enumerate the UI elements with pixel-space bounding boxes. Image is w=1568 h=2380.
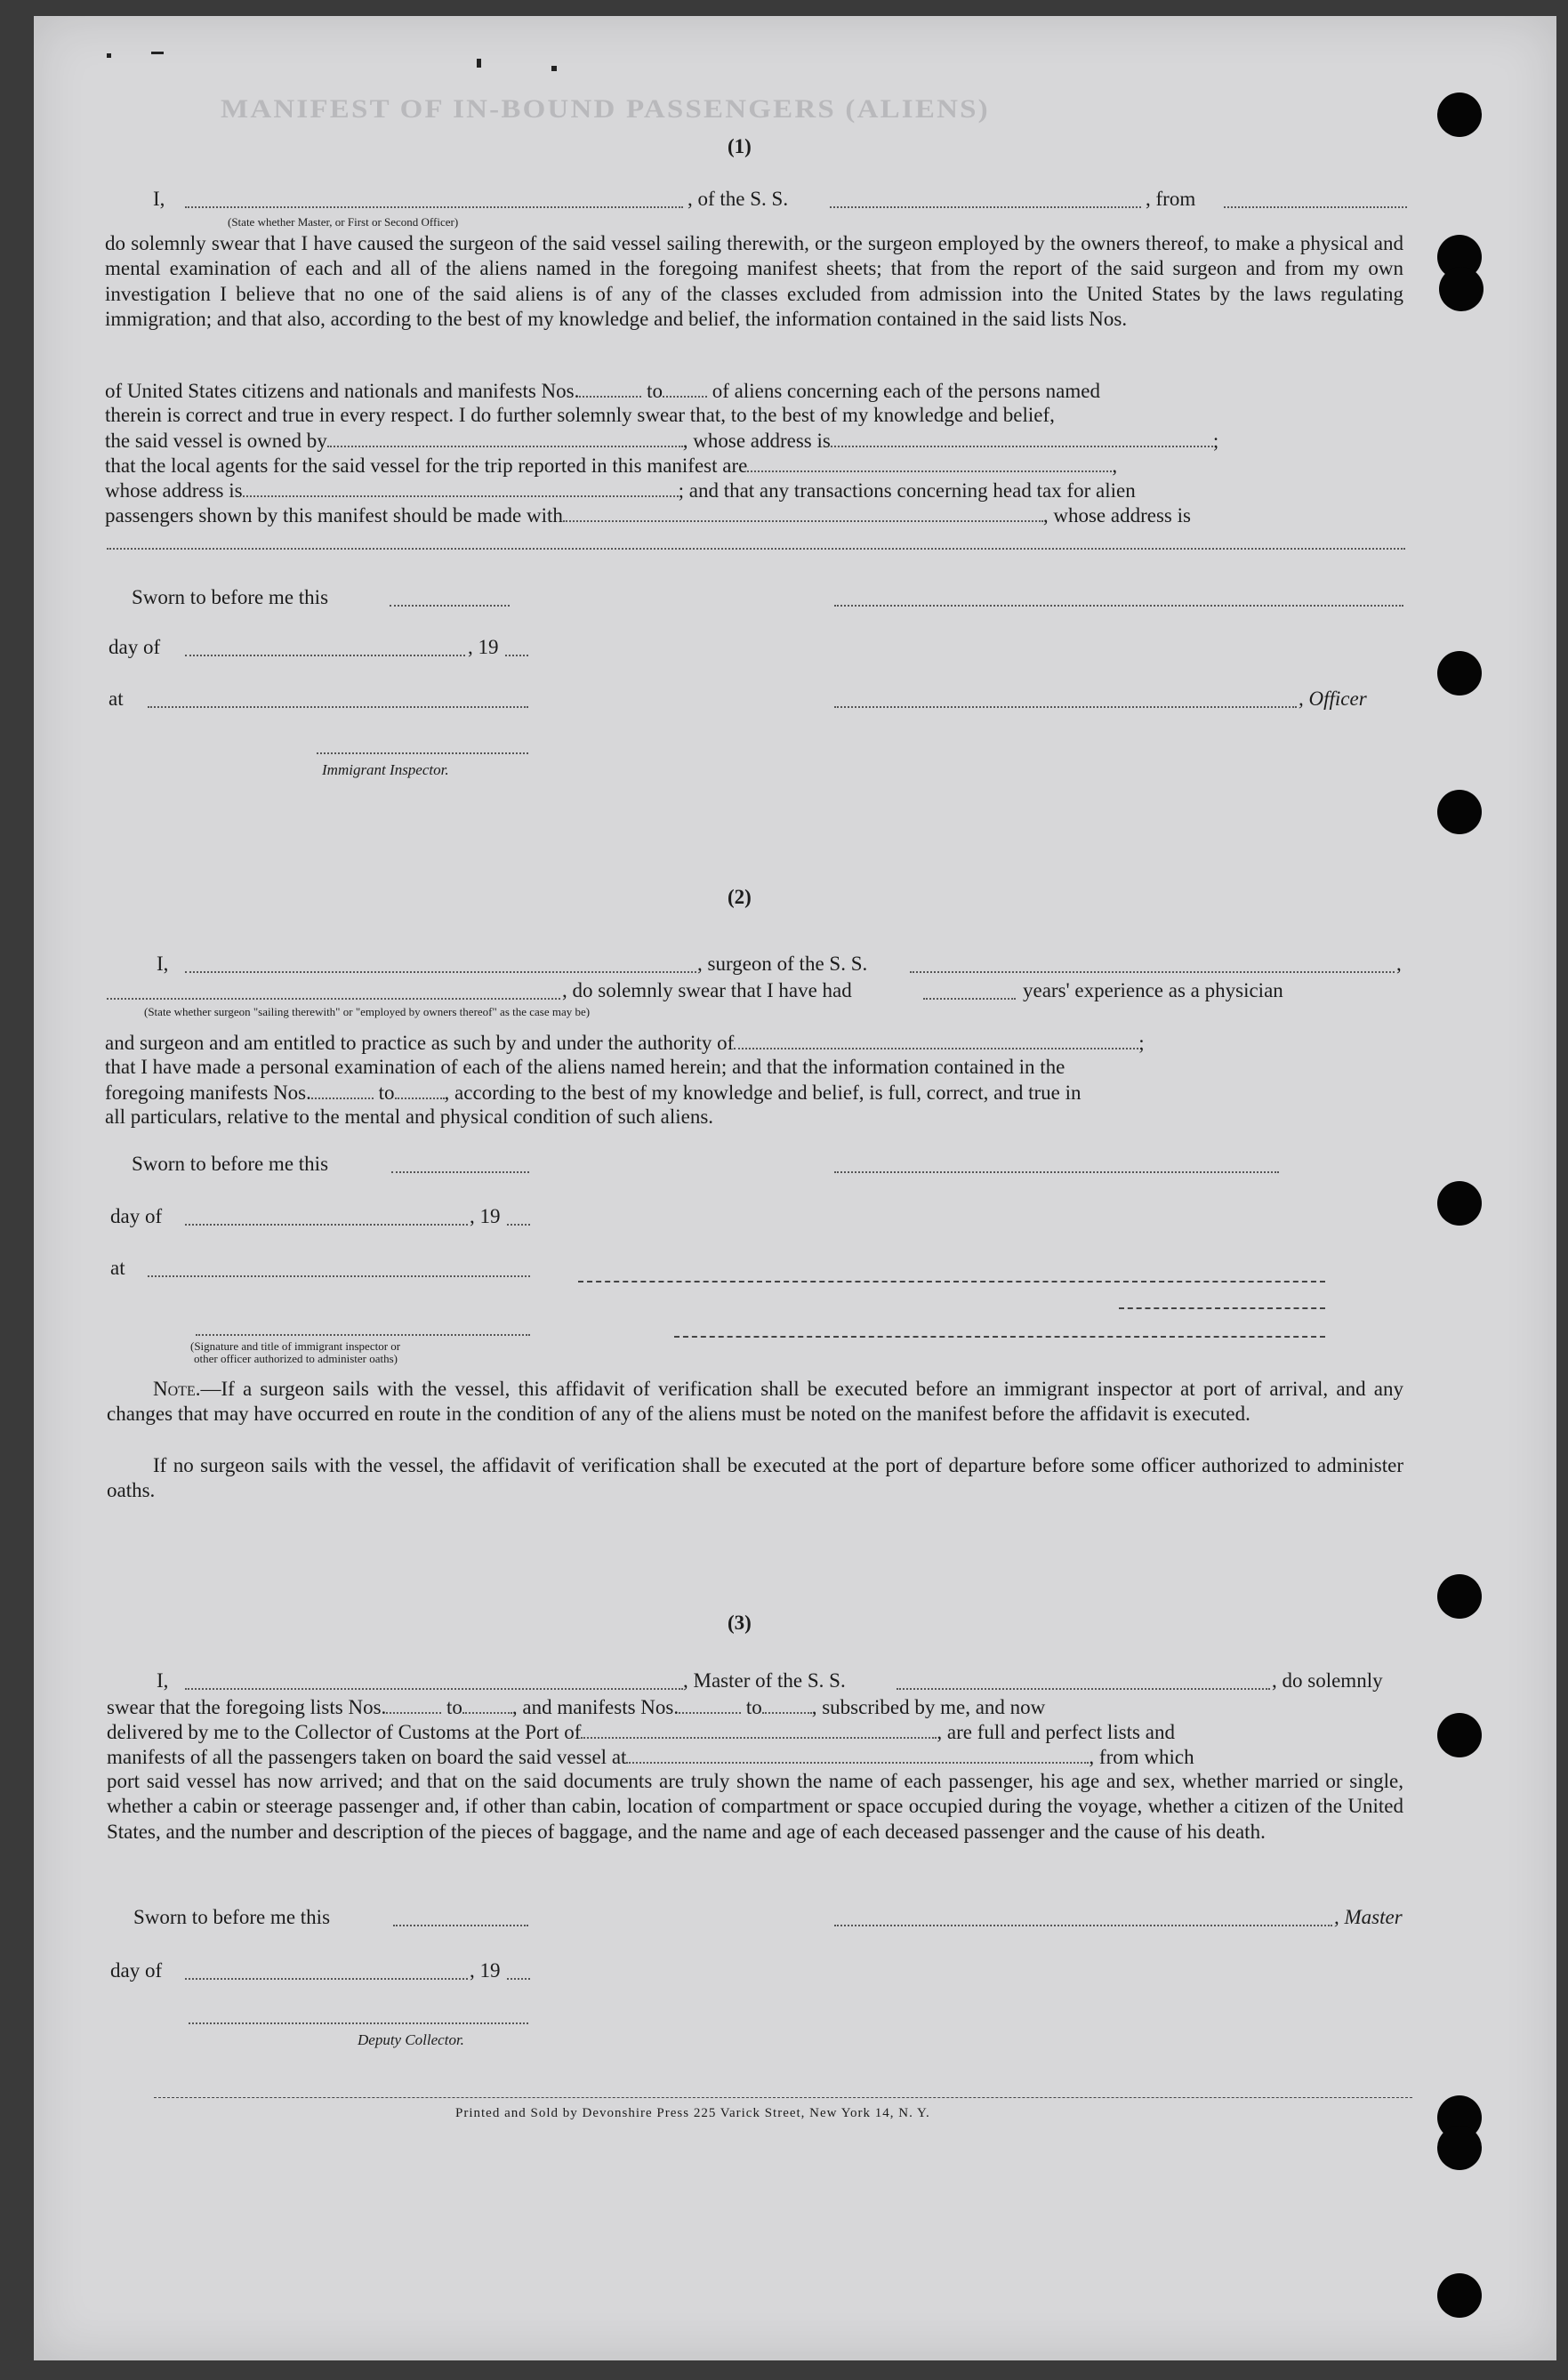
manifest-from-field[interactable] <box>579 378 641 398</box>
collector-signature-field[interactable] <box>189 2021 528 2024</box>
to-label: to <box>647 380 663 402</box>
day-of-label-1: day of <box>109 636 161 658</box>
surgeon-ship-field[interactable] <box>910 969 1395 973</box>
master-3-ship-field[interactable] <box>897 1686 1270 1690</box>
section-2-number: (2) <box>728 886 752 908</box>
manifests-nos-label: of United States citizens and nationals and manifests Nos. <box>105 380 580 402</box>
section-1-body: do solemnly swear that I have caused the surgeon of the said vessel sailing therewith, or the surgeon employed by the owners thereof, to make a physical and mental examination of each and all of the aliens named in the foregoing manifest sheets; that from the report of the said surgeon and from my own investigation I believe that no one of the said aliens is of any of the classes excluded from admission into the United States by the laws regulating immigration; and that also, according to the best of my knowledge and belief, the information contained in the said lists Nos. <box>105 232 1403 331</box>
foregoing-manifests-label: foregoing manifests Nos. <box>105 1081 311 1104</box>
full-perfect-label: , are full and perfect lists and <box>937 1721 1175 1743</box>
section-3-body: port said vessel has now arrived; and that on the said documents are truly shown the name of each passenger, his age and sex, whether married or single, whether a cabin or steerage passenger and, if other than cabin, location of compartment or space occupied during the voyage, whether a citizen of the United States, and the number and description of the pieces of baggage, and the name and age of each deceased passenger and the cause of his death. <box>107 1770 1403 1843</box>
trailing-comma: , <box>1396 953 1402 975</box>
head-tax-address-field[interactable] <box>107 546 1405 550</box>
section-3-line-passengers <box>107 1744 1194 1770</box>
month-field-2[interactable] <box>185 1222 468 1226</box>
surgeon-status-field[interactable] <box>107 996 560 1000</box>
to-label: to <box>745 1696 762 1718</box>
subscribed-label: , subscribed by me, and now <box>811 1696 1046 1718</box>
section-2-line-authority: and surgeon and am entitled to practice as such by and under the authority of ; <box>105 1032 1145 1054</box>
master-of-label: , Master of the S. S. <box>683 1669 846 1692</box>
boarding-port-field[interactable] <box>626 1744 1089 1764</box>
immigrant-inspector-label: Immigrant Inspector. <box>322 761 449 778</box>
inspector-title-line <box>674 1334 1325 1338</box>
head-tax-agent-field[interactable] <box>563 503 1043 522</box>
sworn-label-1: Sworn to before me this <box>132 586 329 608</box>
year-field-3[interactable] <box>507 1976 530 1980</box>
manifests-3-to-field[interactable] <box>762 1694 812 1714</box>
from-label: , from <box>1146 188 1196 210</box>
punch-hole <box>1437 2273 1482 2318</box>
section-3-number: (3) <box>728 1612 752 1634</box>
scan-mark <box>107 53 111 58</box>
note-label: Note. <box>153 1378 201 1400</box>
month-field-3[interactable] <box>185 1976 468 1980</box>
do-solemnly-label: , do solemnly <box>1272 1669 1383 1692</box>
master-3-signature-field[interactable] <box>834 1923 1332 1926</box>
footer-rule <box>154 2095 1412 2098</box>
sworn-day-field-2[interactable] <box>391 1170 529 1173</box>
authority-field[interactable] <box>734 1030 1138 1049</box>
taken-on-board-label: manifests of all the passengers taken on board the said vessel at <box>107 1746 627 1768</box>
manifest-to-field[interactable] <box>663 378 707 398</box>
surgeon-manifest-to-field[interactable] <box>395 1080 445 1099</box>
surgeon-manifest-from-field[interactable] <box>311 1080 374 1099</box>
owner-address-label: , whose address is <box>682 430 831 452</box>
punch-hole <box>1439 267 1484 311</box>
year-field-1[interactable] <box>505 653 528 656</box>
deputy-collector-label: Deputy Collector. <box>358 2031 464 2048</box>
year-field-2[interactable] <box>507 1222 530 1226</box>
punch-hole <box>1437 1574 1482 1619</box>
master-name-field[interactable] <box>185 205 683 208</box>
inspector-signature-field-2[interactable] <box>196 1332 530 1336</box>
section-3-line-lists <box>107 1694 1045 1720</box>
place-field-2[interactable] <box>148 1274 530 1277</box>
master-3-name-field[interactable] <box>185 1686 683 1690</box>
whose-address-label: , whose address is <box>1042 504 1191 527</box>
punch-hole <box>1437 2126 1482 2170</box>
surgeon-name-field[interactable] <box>185 969 696 973</box>
lists-from-field[interactable] <box>386 1694 441 1714</box>
year-label-2: , 19 <box>470 1205 501 1227</box>
according-label: , according to the best of my knowledge and belief, is full, correct, and true in <box>444 1081 1082 1104</box>
officer-signature-field[interactable] <box>834 704 1297 708</box>
scan-mark <box>151 52 164 54</box>
of-ss-label: , of the S. S. <box>688 188 789 210</box>
at-label-1: at <box>109 687 124 710</box>
punch-hole <box>1437 790 1482 834</box>
surgeon-title-line <box>578 1279 1325 1282</box>
day-of-label-2: day of <box>110 1205 163 1227</box>
section-1-line-transactions <box>105 503 1191 528</box>
year-label-1: , 19 <box>468 636 499 658</box>
section-1-line-nationals <box>105 378 1100 404</box>
scan-mark <box>551 66 557 71</box>
section-2-line-particulars: all particulars, relative to the mental and physical condition of such aliens. <box>105 1106 714 1128</box>
place-field-1[interactable] <box>148 704 528 708</box>
local-agents-field[interactable] <box>747 453 1112 472</box>
month-field-1[interactable] <box>185 653 465 656</box>
scan-mark <box>477 59 481 68</box>
agent-address-field[interactable] <box>243 478 679 497</box>
and-manifests-label: , and manifests Nos. <box>511 1696 679 1718</box>
authority-label: and surgeon and am entitled to practice as such by and under the authority of <box>105 1032 735 1054</box>
surgeon-of-label: , surgeon of the S. S. <box>697 953 868 975</box>
punch-hole <box>1437 92 1482 137</box>
owner-address-field[interactable] <box>831 428 1213 447</box>
section-2-i-label: I, <box>157 953 169 975</box>
swear-had-label: , do solemnly swear that I have had <box>562 979 852 1001</box>
section-2-line-manifests <box>105 1080 1082 1106</box>
note-paragraph-2: If no surgeon sails with the vessel, the affidavit of verification shall be executed at the port of departure before some officer authorized to administer oaths. <box>107 1454 1403 1502</box>
sworn-label-3: Sworn to before me this <box>133 1906 331 1928</box>
section-1-line-respect: therein is correct and true in every respect. I do further solemnly swear that, to the best of my knowledge and belief, <box>105 404 1055 426</box>
years-experience-label: years' experience as a physician <box>1023 979 1283 1001</box>
officer-label: , Officer <box>1299 687 1367 710</box>
at-label-2: at <box>110 1257 125 1279</box>
local-agents-label: that the local agents for the said vessel for the trip reported in this manifest are <box>105 454 748 477</box>
years-field[interactable] <box>923 996 1016 1000</box>
owned-by-label: the said vessel is owned by <box>105 430 327 452</box>
printer-imprint: Printed and Sold by Devonshire Press 225 Varick Street, New York 14, N. Y. <box>455 2106 930 2120</box>
inspector-signature-field-1[interactable] <box>317 751 528 754</box>
day-of-label-3: day of <box>110 1959 163 1982</box>
aliens-concerning-label: of aliens concerning each of the persons named <box>712 380 1100 402</box>
section-1-line-agents: that the local agents for the said vessel for the trip reported in this manifest are , <box>105 454 1118 477</box>
manifests-3-from-field[interactable] <box>679 1694 741 1714</box>
section-2-line-examination: that I have made a personal examination of each of the aliens named herein; and that the information contained in the <box>105 1056 1065 1078</box>
punch-hole <box>1437 1713 1482 1757</box>
sworn-label-2: Sworn to before me this <box>132 1153 329 1175</box>
punch-hole <box>1437 1181 1482 1226</box>
punch-hole <box>1437 651 1482 696</box>
document-page <box>34 16 1556 2360</box>
inspector-signature-note-1: (Signature and title of immigrant inspector or <box>190 1339 401 1353</box>
bleed-through-header: MANIFEST OF IN-BOUND PASSENGERS (ALIENS) <box>221 94 990 124</box>
master-officer-note: (State whether Master, or First or Second Officer) <box>228 215 459 229</box>
master-signature-field[interactable] <box>834 603 1403 607</box>
section-3-i-label: I, <box>157 1669 169 1692</box>
note-paragraph-1 <box>107 1377 1403 1427</box>
sworn-day-field-1[interactable] <box>390 603 510 607</box>
surgeon-signature-field[interactable] <box>834 1170 1279 1173</box>
head-tax-label: ; and that any transactions concerning head tax for alien <box>678 479 1136 502</box>
section-1-line-owned: the said vessel is owned by , whose address is ; <box>105 430 1219 452</box>
section-3-line-collector <box>107 1719 1175 1745</box>
port-field[interactable] <box>581 1719 937 1739</box>
surgeon-title-line-right <box>1119 1306 1325 1309</box>
section-1-line-whose-address <box>105 478 1136 503</box>
master-label: , Master <box>1334 1906 1403 1928</box>
to-label: to <box>378 1081 395 1104</box>
from-which-label: , from which <box>1089 1746 1194 1768</box>
made-with-label: passengers shown by this manifest should be made with <box>105 504 563 527</box>
section-1-number: (1) <box>728 135 752 157</box>
lists-nos-label: swear that the foregoing lists Nos. <box>107 1696 387 1718</box>
agent-address-label: whose address is <box>105 479 243 502</box>
lists-to-field[interactable] <box>462 1694 512 1714</box>
note-text-1: —If a surgeon sails with the vessel, this affidavit of verification shall be executed before an immigrant inspector at port of arrival, and any changes that may have occurred en route in the condition of any of the aliens must be noted on the manifest before the affidavit is executed. <box>107 1378 1403 1426</box>
collector-port-label: delivered by me to the Collector of Customs at the Port of <box>107 1721 582 1743</box>
year-label-3: , 19 <box>470 1959 501 1982</box>
inspector-signature-note-2: other officer authorized to administer oaths) <box>194 1352 398 1365</box>
to-label: to <box>446 1696 462 1718</box>
departure-port-field[interactable] <box>1224 205 1407 208</box>
sworn-day-field-3[interactable] <box>393 1923 528 1926</box>
i-label: I, <box>153 188 165 210</box>
surgeon-status-note: (State whether surgeon "sailing therewith" or "employed by owners thereof" as the case may be) <box>144 1005 591 1018</box>
ship-name-field[interactable] <box>830 205 1141 208</box>
owner-field[interactable] <box>327 428 683 447</box>
